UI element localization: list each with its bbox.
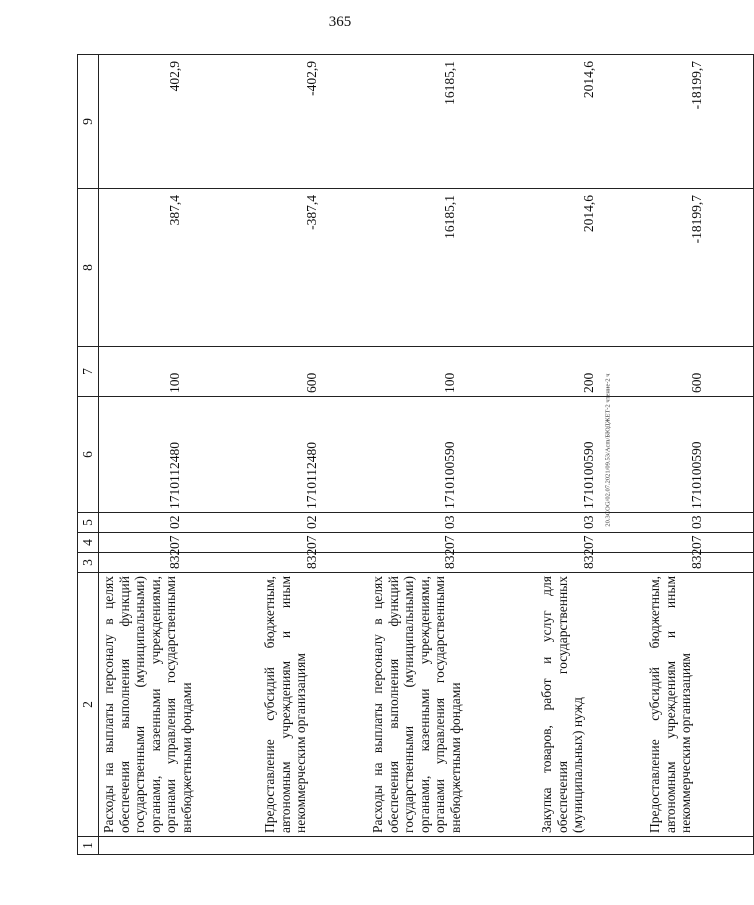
cell-col-6: 1710100590 [645, 397, 754, 513]
cell-col-4: 07 [260, 533, 368, 553]
cell-col-6: 1710112480 [260, 397, 368, 513]
cell-col-8: 16185,1 [368, 189, 537, 347]
cell-col-4: 07 [645, 533, 754, 553]
cell-col-9: -18199,7 [645, 55, 754, 189]
cell-col-1 [537, 837, 645, 855]
cell-col-8: -387,4 [260, 189, 368, 347]
cell-col-8: 387,4 [99, 189, 261, 347]
cell-col-4: 07 [99, 533, 261, 553]
cell-col-3: 832 [260, 553, 368, 573]
cell-col-5: 02 [99, 513, 261, 533]
table-row [260, 55, 368, 855]
cell-name: Расходы на выплаты персоналу в целях обеспечения выполнения функций государственными (муниципальными) органами, казенными учреждениями, органами управления государственными внебюджетными фондами [99, 573, 261, 837]
cell-col-1 [645, 837, 754, 855]
cell-col-8: 2014,6 [537, 189, 645, 347]
side-stamp: 20.3COG/02.07.2021/09.53/Acm/БЮДЖЕТ-2 чтение-2 ч [604, 373, 612, 527]
cell-col-9: 2014,6 [537, 55, 645, 189]
cell-col-6: 1710100590 [368, 397, 537, 513]
cell-col-3: 832 [99, 553, 261, 573]
cell-col-4: 07 [368, 533, 537, 553]
cell-col-8: -18199,7 [645, 189, 754, 347]
cell-name: Предоставление субсидий бюджетным, автономным учреждениям и иным некоммерческим организациям [260, 573, 368, 837]
header-col-3: 3 [78, 553, 99, 573]
cell-col-3: 832 [645, 553, 754, 573]
cell-col-1 [99, 837, 261, 855]
header-col-1: 1 [78, 837, 99, 855]
cell-col-7: 200 [537, 347, 645, 397]
cell-col-5: 02 [260, 513, 368, 533]
table-row [537, 55, 645, 855]
cell-name: Расходы на выплаты персоналу в целях обеспечения выполнения функций государственными (муниципальными) органами, казенными учреждениями, органами управления государственными внебюджетными фондами [368, 573, 537, 837]
header-col-2: 2 [78, 573, 99, 837]
cell-col-9: -402,9 [260, 55, 368, 189]
table-row [99, 55, 261, 855]
cell-col-6: 1710112480 [99, 397, 261, 513]
cell-col-9: 16185,1 [368, 55, 537, 189]
header-col-6: 6 [78, 397, 99, 513]
cell-col-4: 07 [537, 533, 645, 553]
cell-col-5: 03 [537, 513, 645, 533]
cell-col-5: 03 [645, 513, 754, 533]
cell-col-5: 03 [368, 513, 537, 533]
cell-name: Предоставление субсидий бюджетным, автономным учреждениям и иным некоммерческим организациям [645, 573, 754, 837]
table-row [645, 55, 754, 855]
cell-col-3: 832 [537, 553, 645, 573]
cell-col-1 [368, 837, 537, 855]
header-col-5: 5 [78, 513, 99, 533]
cell-name: Закупка товаров, работ и услуг для обеспечения государственных (муниципальных) нужд [537, 573, 645, 837]
header-col-8: 8 [78, 189, 99, 347]
cell-col-1 [260, 837, 368, 855]
table-row [368, 55, 537, 855]
cell-col-7: 100 [99, 347, 261, 397]
cell-col-7: 100 [368, 347, 537, 397]
cell-col-7: 600 [260, 347, 368, 397]
cell-col-9: 402,9 [99, 55, 261, 189]
cell-col-6: 1710100590 [537, 397, 645, 513]
cell-col-3: 832 [368, 553, 537, 573]
page-number: 365 [328, 14, 352, 30]
budget-table [77, 54, 754, 855]
header-col-7: 7 [78, 347, 99, 397]
header-col-9: 9 [78, 55, 99, 189]
header-col-4: 4 [78, 533, 99, 553]
cell-col-7: 600 [645, 347, 754, 397]
table-header-row [78, 55, 99, 855]
